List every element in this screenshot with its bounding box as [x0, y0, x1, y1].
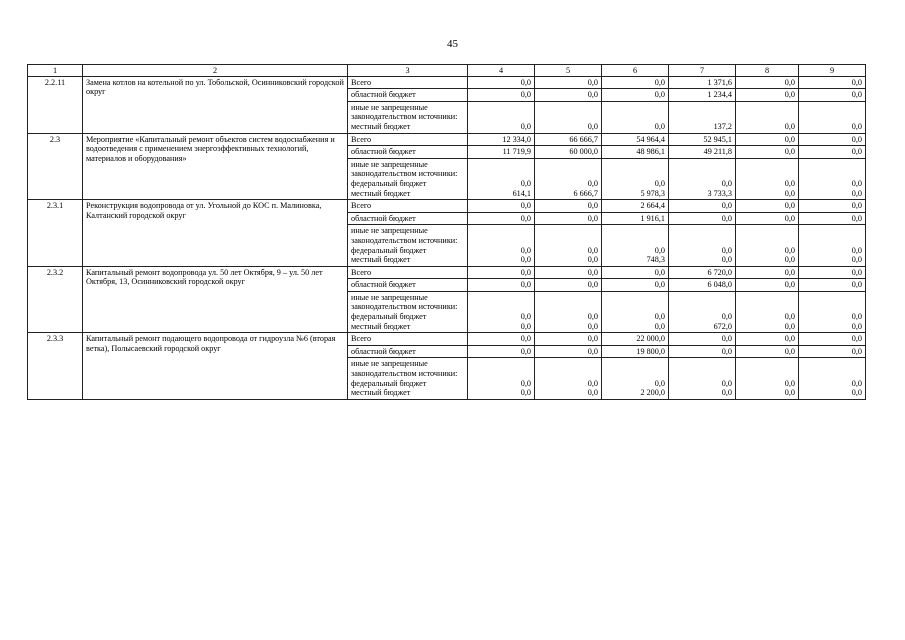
amount-cell — [736, 200, 799, 213]
funding-source-line: местный бюджет — [351, 388, 411, 398]
amount-value: 0,0 — [520, 312, 531, 322]
funding-source — [348, 200, 468, 213]
amount-cell — [736, 345, 799, 358]
amount-cell — [799, 358, 866, 399]
header-cell: 6 — [602, 65, 669, 77]
amount-value: 0,0 — [851, 388, 862, 398]
amount-value: 0,0 — [784, 90, 795, 100]
amount-value: 19 800,0 — [636, 346, 665, 356]
amount-value: 0,0 — [587, 312, 598, 322]
amount-value: 0,0 — [587, 321, 598, 331]
table-body — [28, 76, 866, 399]
amount-cell — [468, 266, 535, 279]
amount-value: 0,0 — [587, 201, 598, 211]
amount-value: 66 666,7 — [569, 134, 598, 144]
amount-cell — [602, 345, 669, 358]
amount-value: 0,0 — [784, 178, 795, 188]
amount-value: 0,0 — [520, 388, 531, 398]
amount-cell — [535, 212, 602, 225]
funding-source-line: федеральный бюджет — [351, 178, 427, 188]
amount-cell — [669, 133, 736, 146]
item-name: Капитальный ремонт водопровода ул. 50 лет Октября, 9 – ул. 50 лет Октября, 13, Осинниковский городской округ — [83, 266, 348, 333]
amount-value: 0,0 — [654, 90, 665, 100]
funding-source-line: иные не запрещенные законодательством источники: — [351, 292, 458, 312]
amount-cell — [535, 133, 602, 146]
amount-value: 0,0 — [851, 334, 862, 344]
funding-source-line: областной бюджет — [351, 213, 416, 223]
amount-cell — [535, 200, 602, 213]
amount-cell — [535, 345, 602, 358]
amount-value: 0,0 — [587, 388, 598, 398]
header-cell: 2 — [83, 65, 348, 77]
funding-source-line: областной бюджет — [351, 147, 416, 157]
amount-cell — [535, 146, 602, 159]
amount-cell — [669, 146, 736, 159]
amount-cell — [799, 89, 866, 102]
amount-value: 5 978,3 — [640, 188, 665, 198]
amount-value: 0,0 — [784, 245, 795, 255]
amount-value: 0,0 — [587, 213, 598, 223]
amount-value: 0,0 — [784, 334, 795, 344]
amount-cell — [535, 291, 602, 332]
amount-value: 0,0 — [520, 267, 531, 277]
amount-cell — [736, 291, 799, 332]
funding-source-line: иные не запрещенные законодательством источники: — [351, 226, 458, 245]
amount-value: 0,0 — [784, 321, 795, 331]
amount-cell — [535, 266, 602, 279]
amount-value: 22 000,0 — [636, 334, 665, 344]
funding-source — [348, 333, 468, 346]
amount-value: 0,0 — [851, 378, 862, 388]
amount-cell — [468, 291, 535, 332]
amount-cell — [535, 101, 602, 133]
item-code: 2.3.3 — [28, 333, 83, 400]
amount-value: 0,0 — [784, 201, 795, 211]
amount-value: 0,0 — [851, 213, 862, 223]
funding-source — [348, 89, 468, 102]
amount-cell — [736, 158, 799, 199]
amount-value: 0,0 — [851, 188, 862, 198]
amount-value: 0,0 — [784, 280, 795, 290]
amount-value: 0,0 — [520, 321, 531, 331]
funding-source — [348, 158, 468, 199]
amount-cell — [736, 146, 799, 159]
amount-value: 2 664,4 — [640, 201, 665, 211]
header-row — [28, 65, 866, 77]
amount-cell — [799, 101, 866, 133]
funding-source-line: федеральный бюджет — [351, 312, 427, 322]
amount-value: 0,0 — [784, 188, 795, 198]
amount-cell — [468, 133, 535, 146]
amount-value: 0,0 — [784, 213, 795, 223]
amount-cell — [602, 158, 669, 199]
amount-value: 0,0 — [851, 178, 862, 188]
amount-value: 0,0 — [587, 121, 598, 131]
amount-value: 0,0 — [784, 388, 795, 398]
amount-value: 0,0 — [520, 280, 531, 290]
header-cell: 7 — [669, 65, 736, 77]
amount-value: 60 000,0 — [569, 147, 598, 157]
amount-cell — [468, 158, 535, 199]
amount-cell — [468, 101, 535, 133]
amount-value: 0,0 — [520, 378, 531, 388]
header-cell: 9 — [799, 65, 866, 77]
amount-cell — [669, 225, 736, 266]
amount-value: 614,1 — [512, 188, 531, 198]
table-row — [28, 266, 866, 279]
amount-value: 0,0 — [587, 77, 598, 87]
amount-cell — [669, 291, 736, 332]
amount-cell — [799, 333, 866, 346]
amount-cell — [535, 158, 602, 199]
amount-value: 748,3 — [646, 255, 665, 265]
amount-value: 1 234,4 — [707, 90, 732, 100]
amount-value: 0,0 — [851, 346, 862, 356]
amount-cell — [669, 279, 736, 292]
funding-source-line: Всего — [351, 201, 372, 211]
item-name: Капитальный ремонт подающего водопровода от гидроузла №6 (вторая ветка), Полысаевский городской округ — [83, 333, 348, 400]
amount-cell — [602, 200, 669, 213]
amount-value: 0,0 — [654, 245, 665, 255]
amount-cell — [602, 358, 669, 399]
amount-value: 0,0 — [851, 321, 862, 331]
amount-value: 0,0 — [654, 121, 665, 131]
amount-cell — [602, 291, 669, 332]
funding-source-line: областной бюджет — [351, 90, 416, 100]
amount-value: 52 945,1 — [703, 134, 732, 144]
amount-value: 0,0 — [587, 90, 598, 100]
amount-value: 0,0 — [784, 255, 795, 265]
header-cell: 1 — [28, 65, 83, 77]
funding-source — [348, 345, 468, 358]
amount-value: 0,0 — [520, 90, 531, 100]
amount-cell — [799, 76, 866, 89]
amount-value: 0,0 — [851, 255, 862, 265]
amount-cell — [799, 291, 866, 332]
amount-value: 0,0 — [784, 267, 795, 277]
amount-value: 0,0 — [520, 77, 531, 87]
amount-value: 0,0 — [520, 334, 531, 344]
amount-value: 0,0 — [520, 121, 531, 131]
amount-cell — [602, 266, 669, 279]
amount-value: 0,0 — [587, 334, 598, 344]
amount-cell — [602, 279, 669, 292]
amount-cell — [468, 212, 535, 225]
item-code: 2.3.1 — [28, 200, 83, 267]
amount-value: 0,0 — [587, 280, 598, 290]
page-number: 45 — [447, 38, 458, 50]
funding-source-line: областной бюджет — [351, 346, 416, 356]
amount-value: 0,0 — [587, 267, 598, 277]
amount-cell — [799, 133, 866, 146]
funding-source-line: Всего — [351, 267, 372, 277]
amount-cell — [535, 358, 602, 399]
amount-value: 0,0 — [654, 378, 665, 388]
item-name: Замена котлов на котельной по ул. Тобольской, Осинниковский городской округ — [83, 76, 348, 133]
amount-cell — [736, 266, 799, 279]
amount-cell — [602, 212, 669, 225]
amount-value: 0,0 — [851, 121, 862, 131]
amount-cell — [799, 200, 866, 213]
amount-value: 0,0 — [721, 245, 732, 255]
amount-cell — [736, 133, 799, 146]
funding-source-line: иные не запрещенные законодательством источники: — [351, 359, 458, 379]
amount-value: 12 334,0 — [502, 134, 531, 144]
table-row — [28, 76, 866, 89]
amount-cell — [535, 225, 602, 266]
amount-cell — [799, 212, 866, 225]
table-row — [28, 133, 866, 146]
funding-source-line: местный бюджет — [351, 321, 411, 331]
amount-value: 3 733,3 — [707, 188, 732, 198]
item-name: Реконструкция водопровода от ул. Угольной до КОС п. Малиновка, Калтанский городской округ — [83, 200, 348, 267]
amount-cell — [468, 146, 535, 159]
amount-cell — [468, 333, 535, 346]
amount-value: 0,0 — [520, 346, 531, 356]
amount-value: 0,0 — [520, 255, 531, 265]
amount-value: 0,0 — [520, 245, 531, 255]
amount-cell — [799, 345, 866, 358]
amount-value: 0,0 — [851, 147, 862, 157]
funding-source-line: Всего — [351, 334, 372, 344]
amount-value: 0,0 — [851, 280, 862, 290]
amount-value: 0,0 — [721, 312, 732, 322]
amount-cell — [736, 358, 799, 399]
header-cell: 4 — [468, 65, 535, 77]
amount-value: 0,0 — [784, 134, 795, 144]
item-code: 2.2.11 — [28, 76, 83, 133]
amount-value: 0,0 — [721, 255, 732, 265]
amount-value: 0,0 — [721, 213, 732, 223]
amount-value: 0,0 — [851, 77, 862, 87]
funding-source — [348, 146, 468, 159]
amount-value: 0,0 — [721, 388, 732, 398]
amount-value: 0,0 — [654, 321, 665, 331]
amount-value: 0,0 — [520, 201, 531, 211]
amount-cell — [602, 146, 669, 159]
amount-cell — [468, 279, 535, 292]
header-cell: 5 — [535, 65, 602, 77]
amount-value: 0,0 — [654, 280, 665, 290]
amount-value: 0,0 — [851, 134, 862, 144]
amount-value: 2 200,0 — [640, 388, 665, 398]
funding-source — [348, 212, 468, 225]
amount-value: 0,0 — [587, 255, 598, 265]
amount-cell — [468, 358, 535, 399]
amount-cell — [669, 101, 736, 133]
amount-value: 6 720,0 — [707, 267, 732, 277]
amount-value: 0,0 — [654, 312, 665, 322]
amount-cell — [736, 333, 799, 346]
amount-value: 0,0 — [784, 147, 795, 157]
funding-source-line: Всего — [351, 77, 372, 87]
amount-value: 0,0 — [520, 178, 531, 188]
funding-source-line: областной бюджет — [351, 280, 416, 290]
funding-source-line: Всего — [351, 134, 372, 144]
funding-source-line: местный бюджет — [351, 121, 411, 131]
amount-value: 54 964,4 — [636, 134, 665, 144]
amount-cell — [669, 76, 736, 89]
amount-cell — [799, 158, 866, 199]
amount-value: 0,0 — [721, 346, 732, 356]
amount-value: 11 719,9 — [502, 147, 531, 157]
amount-value: 0,0 — [587, 245, 598, 255]
funding-source — [348, 291, 468, 332]
amount-value: 0,0 — [784, 346, 795, 356]
funding-source — [348, 279, 468, 292]
amount-value: 49 211,8 — [703, 147, 732, 157]
amount-cell — [736, 101, 799, 133]
amount-value: 0,0 — [784, 378, 795, 388]
item-code: 2.3 — [28, 133, 83, 200]
amount-value: 0,0 — [587, 346, 598, 356]
funding-source-line: иные не запрещенные законодательством источники: — [351, 159, 458, 179]
amount-value: 6 048,0 — [707, 280, 732, 290]
amount-cell — [669, 158, 736, 199]
item-code: 2.3.2 — [28, 266, 83, 333]
amount-cell — [799, 146, 866, 159]
amount-cell — [669, 200, 736, 213]
amount-cell — [669, 212, 736, 225]
amount-value: 0,0 — [721, 334, 732, 344]
funding-source — [348, 133, 468, 146]
amount-cell — [602, 76, 669, 89]
funding-source — [348, 266, 468, 279]
funding-source — [348, 225, 468, 266]
amount-cell — [535, 89, 602, 102]
amount-value: 0,0 — [851, 90, 862, 100]
amount-cell — [669, 333, 736, 346]
amount-value: 137,2 — [713, 121, 732, 131]
amount-cell — [736, 89, 799, 102]
amount-cell — [736, 279, 799, 292]
funding-source-line: иные не запрещенные законодательством источники: — [351, 102, 458, 122]
budget-table — [27, 64, 866, 400]
amount-value: 1 916,1 — [640, 213, 665, 223]
amount-value: 0,0 — [851, 245, 862, 255]
amount-value: 0,0 — [721, 178, 732, 188]
funding-source-line: местный бюджет — [351, 255, 411, 265]
funding-source-line: федеральный бюджет — [351, 378, 427, 388]
amount-value: 48 986,1 — [636, 147, 665, 157]
amount-value: 0,0 — [851, 312, 862, 322]
amount-cell — [468, 89, 535, 102]
amount-value: 0,0 — [851, 201, 862, 211]
amount-cell — [602, 101, 669, 133]
header-cell: 8 — [736, 65, 799, 77]
amount-value: 0,0 — [654, 77, 665, 87]
amount-cell — [468, 345, 535, 358]
amount-cell — [736, 225, 799, 266]
funding-source-line: местный бюджет — [351, 188, 411, 198]
amount-cell — [799, 266, 866, 279]
item-name: Мероприятие «Капитальный ремонт объектов систем водоснабжения и водоотведения с применением энергоэффективных технологий, материалов и оборудования» — [83, 133, 348, 200]
funding-source — [348, 358, 468, 399]
amount-value: 0,0 — [851, 267, 862, 277]
table-row — [28, 333, 866, 346]
table-row — [28, 200, 866, 213]
amount-cell — [468, 76, 535, 89]
amount-value: 0,0 — [587, 178, 598, 188]
amount-value: 1 371,6 — [707, 77, 732, 87]
amount-value: 0,0 — [587, 378, 598, 388]
amount-cell — [669, 358, 736, 399]
amount-value: 0,0 — [654, 178, 665, 188]
funding-source — [348, 76, 468, 89]
amount-cell — [535, 279, 602, 292]
funding-source-line: федеральный бюджет — [351, 245, 427, 255]
amount-value: 6 666,7 — [573, 188, 598, 198]
amount-value: 0,0 — [654, 267, 665, 277]
amount-cell — [669, 89, 736, 102]
amount-cell — [602, 333, 669, 346]
amount-cell — [602, 225, 669, 266]
amount-cell — [602, 89, 669, 102]
amount-cell — [602, 133, 669, 146]
amount-cell — [669, 345, 736, 358]
amount-cell — [736, 212, 799, 225]
amount-value: 0,0 — [784, 312, 795, 322]
amount-cell — [799, 225, 866, 266]
amount-cell — [736, 76, 799, 89]
amount-cell — [669, 266, 736, 279]
amount-cell — [799, 279, 866, 292]
amount-value: 0,0 — [784, 77, 795, 87]
funding-source — [348, 101, 468, 133]
amount-value: 672,0 — [713, 321, 732, 331]
amount-value: 0,0 — [721, 201, 732, 211]
amount-value: 0,0 — [520, 213, 531, 223]
amount-value: 0,0 — [721, 378, 732, 388]
amount-value: 0,0 — [784, 121, 795, 131]
amount-cell — [535, 333, 602, 346]
header-cell: 3 — [348, 65, 468, 77]
amount-cell — [468, 225, 535, 266]
amount-cell — [468, 200, 535, 213]
amount-cell — [535, 76, 602, 89]
